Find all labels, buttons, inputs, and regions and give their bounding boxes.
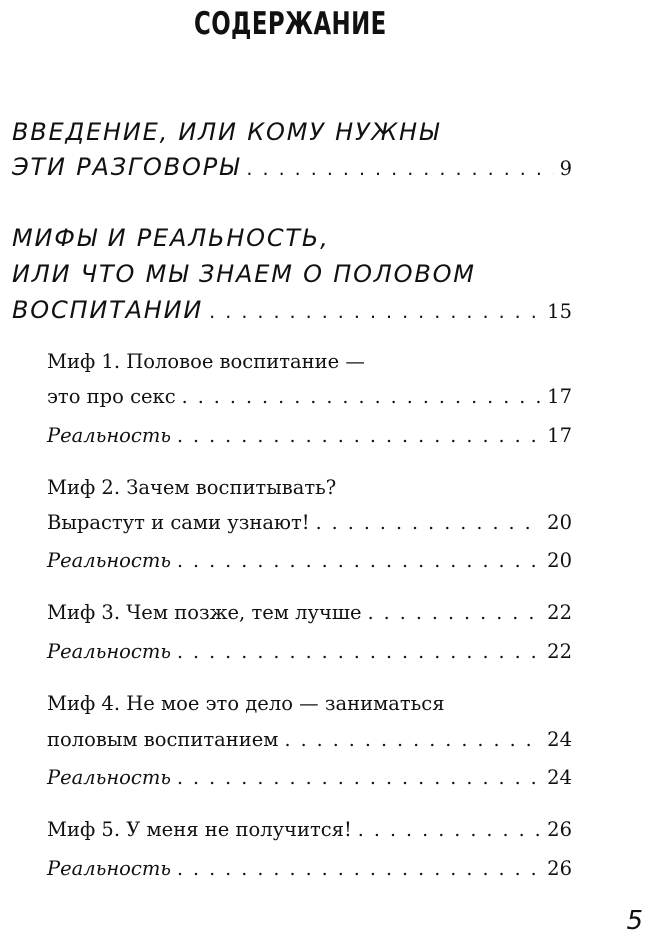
toc-entry-title: Миф 3. Чем позже, тем лучше	[47, 601, 362, 624]
toc-page-number: 17	[547, 385, 572, 408]
toc-section-line	[12, 296, 572, 324]
toc-reality-label: Реальность	[47, 640, 171, 663]
toc-entry-title: Миф 5. У меня не получится!	[47, 818, 352, 841]
toc-entry-line	[47, 818, 572, 841]
toc-entry-line	[47, 601, 572, 624]
toc-section-title: ВОСПИТАНИИ	[12, 296, 204, 324]
toc-reality-label: Реальность	[47, 766, 171, 789]
toc-entry-line	[47, 728, 572, 751]
dot-leader	[246, 158, 553, 180]
dot-leader	[358, 819, 541, 841]
toc-reality-line	[47, 640, 572, 663]
toc-entry-line	[47, 511, 572, 534]
toc-page-number: 24	[547, 728, 572, 751]
toc-entry-line	[47, 350, 572, 373]
dot-leader	[177, 425, 541, 447]
toc-entry-title: Миф 1. Половое воспитание —	[47, 350, 365, 373]
dot-leader	[177, 550, 541, 572]
dot-leader	[284, 729, 541, 751]
toc-page-number: 20	[547, 549, 572, 572]
toc-reality-label: Реальность	[47, 424, 171, 447]
page-number: 5	[626, 906, 643, 936]
toc-entry-line	[47, 385, 572, 408]
dot-leader	[368, 602, 542, 624]
dot-leader	[316, 512, 542, 534]
toc-section-line	[12, 118, 572, 146]
toc-page-number: 24	[547, 766, 572, 789]
dot-leader	[177, 641, 541, 663]
toc-reality-line	[47, 549, 572, 572]
toc-entry-line	[47, 692, 572, 715]
toc-reality-line	[47, 766, 572, 789]
toc-page-number: 15	[547, 300, 572, 323]
dot-leader	[209, 301, 541, 323]
toc-entry-title: это про секс	[47, 385, 176, 408]
toc-section-title: ИЛИ ЧТО МЫ ЗНАЕМ О ПОЛОВОМ	[12, 260, 476, 288]
toc-reality-line	[47, 424, 572, 447]
page-title: СОДЕРЖАНИЕ	[194, 6, 387, 42]
toc-entry-line	[47, 476, 572, 499]
toc-reality-label: Реальность	[47, 857, 171, 880]
toc-section-title: ЭТИ РАЗГОВОРЫ	[12, 153, 241, 181]
dot-leader	[182, 386, 542, 408]
toc-page-number: 17	[547, 424, 572, 447]
toc-section-title: МИФЫ И РЕАЛЬНОСТЬ,	[12, 224, 330, 252]
toc-entry-title: Миф 2. Зачем воспитывать?	[47, 476, 337, 499]
dot-leader	[177, 767, 541, 789]
toc-entry-title: половым воспитанием	[47, 728, 279, 751]
toc-section-line	[12, 153, 572, 181]
toc-page-number: 26	[547, 857, 572, 880]
toc-section-line	[12, 224, 572, 252]
dot-leader	[177, 858, 541, 880]
toc-entry-title: Миф 4. Не мое это дело — заниматься	[47, 692, 445, 715]
toc-reality-label: Реальность	[47, 549, 171, 572]
toc-entry-title: Вырастут и сами узнают!	[47, 511, 310, 534]
toc-page-number: 22	[547, 601, 572, 624]
toc-page-number: 9	[559, 157, 572, 180]
toc-section-title: ВВЕДЕНИЕ, ИЛИ КОМУ НУЖНЫ	[12, 118, 441, 146]
toc-page-number: 26	[547, 818, 572, 841]
toc-section-line	[12, 260, 572, 288]
toc-reality-line	[47, 857, 572, 880]
toc-page-number: 22	[547, 640, 572, 663]
toc-page-number: 20	[547, 511, 572, 534]
